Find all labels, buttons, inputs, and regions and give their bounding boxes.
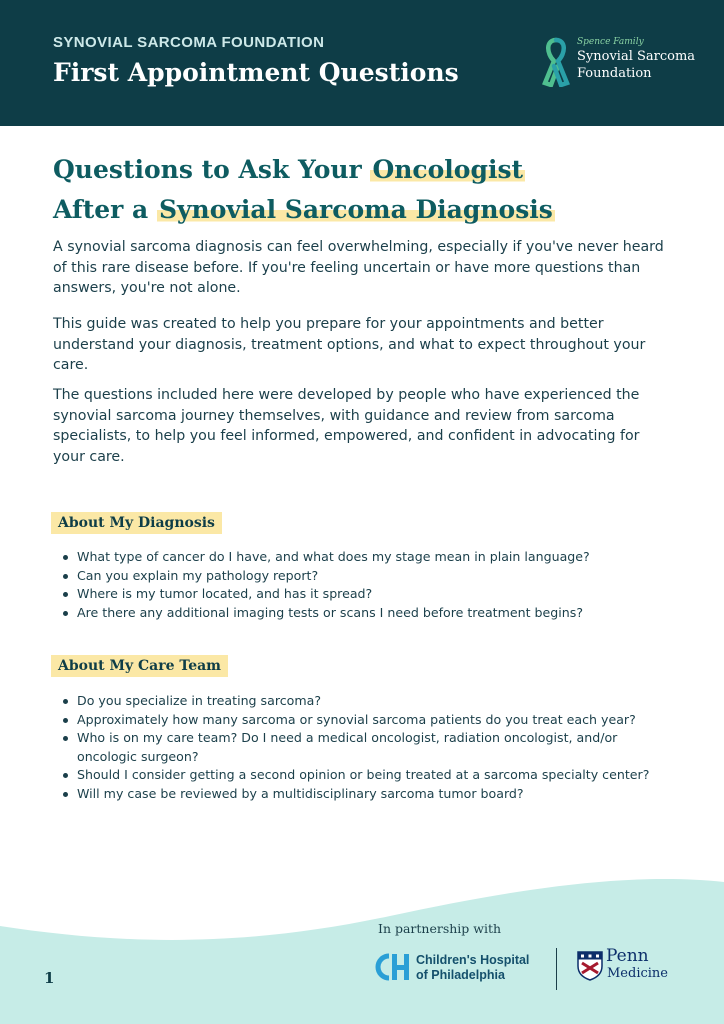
main-title bbox=[53, 150, 555, 230]
chop-name-line-2: of Philadelphia bbox=[416, 968, 505, 982]
question-list-diagnosis bbox=[77, 548, 677, 622]
chop-name-line-1: Children's Hospital bbox=[416, 953, 530, 967]
section-heading-diagnosis: About My Diagnosis bbox=[51, 512, 222, 534]
foundation-logo bbox=[541, 35, 701, 89]
chop-logo-text bbox=[416, 953, 529, 983]
penn-medicine-subtitle: Medicine bbox=[607, 966, 668, 981]
section-heading-care-team: About My Care Team bbox=[51, 655, 228, 677]
question-item: Should I consider getting a second opinion or being treated at a sarcoma specialty center? bbox=[77, 766, 652, 785]
page-header bbox=[0, 0, 724, 126]
main-title-highlight-1: Oncologist bbox=[372, 155, 524, 184]
main-title-line-2-prefix: After a bbox=[53, 195, 157, 224]
document-title: First Appointment Questions bbox=[53, 58, 459, 87]
org-name: SYNOVIAL SARCOMA FOUNDATION bbox=[53, 34, 325, 51]
question-item: Can you explain my pathology report? bbox=[77, 567, 677, 586]
question-item: Where is my tumor located, and has it spread? bbox=[77, 585, 677, 604]
intro-paragraph: The questions included here were developed by people who have experienced the synovial sarcoma journey themselves, with guidance and review from sarcoma specialists, to help you feel informed, empowered, and confident in advocating for your care. bbox=[53, 387, 640, 465]
question-item: Approximately how many sarcoma or synovial sarcoma patients do you treat each year? bbox=[77, 711, 652, 730]
question-item: What type of cancer do I have, and what does my stage mean in plain language? bbox=[77, 548, 677, 567]
awareness-ribbon-icon bbox=[541, 37, 571, 87]
logo-line-1: Synovial Sarcoma bbox=[577, 49, 696, 64]
question-item: Do you specialize in treating sarcoma? bbox=[77, 692, 652, 711]
chop-logo-icon bbox=[373, 950, 411, 984]
question-item: Are there any additional imaging tests or scans I need before treatment begins? bbox=[77, 604, 677, 623]
main-title-line-1-prefix: Questions to Ask Your bbox=[53, 155, 371, 184]
page-number: 1 bbox=[44, 969, 55, 987]
penn-medicine-name: Penn bbox=[606, 946, 649, 966]
question-list-care-team bbox=[77, 692, 652, 803]
question-item: Who is on my care team? Do I need a medical oncologist, radiation oncologist, and/or oncologic surgeon? bbox=[77, 729, 652, 766]
intro-paragraph: This guide was created to help you prepare for your appointments and better understand your diagnosis, treatment options, and what to expect throughout your care. bbox=[53, 316, 646, 373]
main-title-line-2 bbox=[53, 190, 555, 230]
main-title-highlight-2: Synovial Sarcoma Diagnosis bbox=[158, 195, 553, 224]
intro-paragraph: A synovial sarcoma diagnosis can feel overwhelming, especially if you've never heard of this rare disease before. If you're feeling uncertain or have more questions than answers, you're not alone. bbox=[53, 239, 664, 296]
logo-script-text: Spence Family bbox=[577, 37, 644, 47]
question-item: Will my case be reviewed by a multidisciplinary sarcoma tumor board? bbox=[77, 785, 652, 804]
partnership-label: In partnership with bbox=[378, 921, 502, 936]
partner-divider bbox=[556, 948, 557, 990]
penn-shield-icon bbox=[577, 951, 603, 981]
main-title-line-1 bbox=[53, 150, 555, 190]
logo-line-2: Foundation bbox=[577, 66, 652, 81]
